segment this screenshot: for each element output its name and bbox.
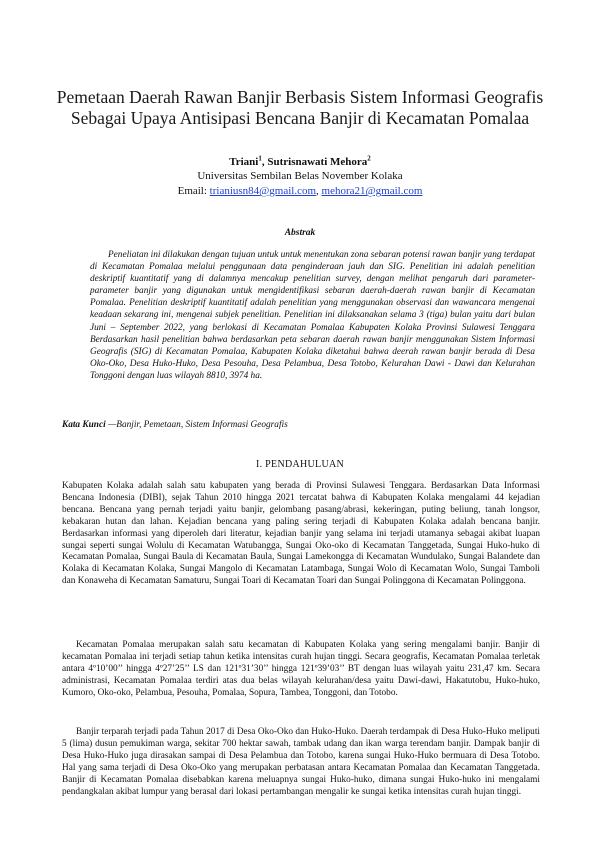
email-separator: , [316, 185, 322, 197]
body-paragraph-3: Banjir terparah terjadi pada Tahun 2017 di Desa Oko-Oko dan Huko-Huko. Daerah terdampak di Desa Huko-Huko meliputi 5 (lima) dusun pemukiman warga, sekitar 700 hektar sawah, tambak udang dan ikan warga terendam banjir. Dampak banjir di Desa Huko-Huko juga dirasakan sampai di Desa Pelambua dan Totobo, karena sungai Huko-Huko bermuara di Desa Totobo. Hal yang sama terjadi di Desa Oko-Oko yang merupakan perbatasan antara Kecamatan Pomalaa dan Kecamatan Tanggetada. Banjir di Kecamatan Pomalaa disebabkan karena meluapnya sungai Huko-huko, dimana sungai Huko-huko ini mengalami pendangkalan akibat lumpur yang berasal dari lokasi pertambangan mengalir ke sungai ketika intensitas curah hujan tinggi. [62, 727, 540, 797]
email-link-2[interactable]: mehora21@gmail.com [321, 185, 423, 197]
author-1-sup: 1 [258, 154, 262, 163]
author-1: Triani [229, 156, 259, 168]
email-label: Email: [177, 185, 210, 197]
author-line [0, 155, 600, 169]
author-2-sup: 2 [367, 154, 371, 163]
body-paragraph-1: Kabupaten Kolaka adalah salah satu kabupaten yang berada di Provinsi Sulawesi Tenggara. Berdasarkan Data Informasi Bencana Indonesia (DIBI), sejak Tahun 2010 hingga 2021 tercatat bahwa di Kabupaten Kolaka mengalami 44 kejadian bencana. Bencana yang pernah terjadi yaitu banjir, gelombang pasang/abrasi, kekeringan, puting beliung, tanah longsor, kebakaran hutan dan lahan. Kejadian bencana yang paling sering terjadi di Kabupaten Kolaka adalah bencana banjir. Berdasarkan informasi yang diperoleh dari literatur, kejadian banjir yang selama ini terjadi utamanya sebagai akibat luapan sungai seperti sungai Wolulu di Kecamatan Watubangga, Sungai Oko-oko di Kecamatan Tanggetada, Sungai Huko-huko di Kecamatan Pomalaa, Sungai Baula di Kecamatan Baula, Sungai Lamekongga di Kecamatan Wundulako, Sungai Balandete dan Kolaka di Kecamatan Kolaka, Sungai Mangolo di Kecamatan Latambaga, Sungai Wolo di Kecamatan Wolo, Sungai Tamboli dan Konaweha di Kecamatan Samaturu, Sungai Toari di Kecamatan Toari dan Sungai Polinggona di Kecamatan Polinggona. [62, 481, 540, 587]
author-2: Sutrisnawati Mehora [267, 156, 368, 168]
keywords-label: Kata Kunci [62, 420, 106, 430]
body-paragraph-2: Kecamatan Pomalaa merupakan salah satu kecamatan di Kabupaten Kolaka yang sering mengalami banjir. Banjir di kecamatan Pomalaa ini terjadi setiap tahun ketika intensitas curah hujan tinggi. Secara geografis, Kecamatan Pomalaa terletak antara 4º10’00’’ hingga 4º27’25’’ LS dan 121º31’30’’ hingga 121º39’03’’ BT dengan luas wilayah yaitu 231,47 km. Secara administrasi, Kecamatan Pomalaa terdiri atas dua belas wilayah kelurahan/desa yaitu Dawi-dawi, Hakatutobu, Huko-huko, Kumoro, Oko-oko, Pelambua, Pesouha, Pomalaa, Sopura, Tambea, Tonggoni, dan Totobo. [62, 640, 540, 698]
email-link-1[interactable]: trianiusn84@gmail.com [209, 185, 317, 197]
section-heading: I. PENDAHULUAN [255, 459, 345, 470]
email-line [0, 185, 600, 198]
keywords-line [62, 420, 542, 430]
keywords-text: —Banjir, Pemetaan, Sistem Informasi Geografis [105, 420, 288, 430]
affiliation: Universitas Sembilan Belas November Kolaka [197, 170, 403, 182]
abstract-text: Peneliatan ini dilakukan dengan tujuan untuk untuk menentukan zona sebaran potensi rawan banjir yang terdapat di Kecamatan Pomalaa melalui penggunaan data penginderaan jauh dan SIG. Penelitian ini adalah penelitian deskriptif kuantitatif yang di dalamnya mencakup penelitian survey, dengan melihat pengaruh dari parameter-parameter banjir yang digunakan untuk mengidentifikasi sebaran daerah-daerah rawan banjir di Kecamatan Pomalaa. Penelitian deskriptif kuantitatif adalah penelitian yang menggunakan observasi dan wawancara mengenai keadaan sekarang ini, mengenai subjek penelitian. Penelitian ini dilaksanakan selama 3 (tiga) bulan yaitu dari bulan Juni – September 2022, yang berlokasi di Kecamatan Pomalaa Kabupaten Kolaka Provinsi Sulawesi Tenggara Berdasarkan hasil penelitian bahwa berdasarkan peta sebaran daerah rawan banjir menggunakan Sistem Informasi Geografis (SIG) di Kecamatan Pomalaa, Kabupaten Kolaka diketahui bahwa deerah rawan banjir berada di Desa Oko-Oko, Desa Huko-Huko, Desa Pesouha, Desa Pelambua, Desa Totobo, Kelurahan Dawi - Dawi dan Kelurahan Tonggoni dengan luas wilayah 8810, 3974 ha. [90, 250, 535, 381]
paper-title: Pemetaan Daerah Rawan Banjir Berbasis Sistem Informasi Geografis Sebagai Upaya Antisipasi Bencana Banjir di Kecamatan Pomalaa [56, 87, 544, 128]
author-separator: , [261, 156, 268, 168]
abstract-heading: Abstrak [284, 228, 316, 238]
